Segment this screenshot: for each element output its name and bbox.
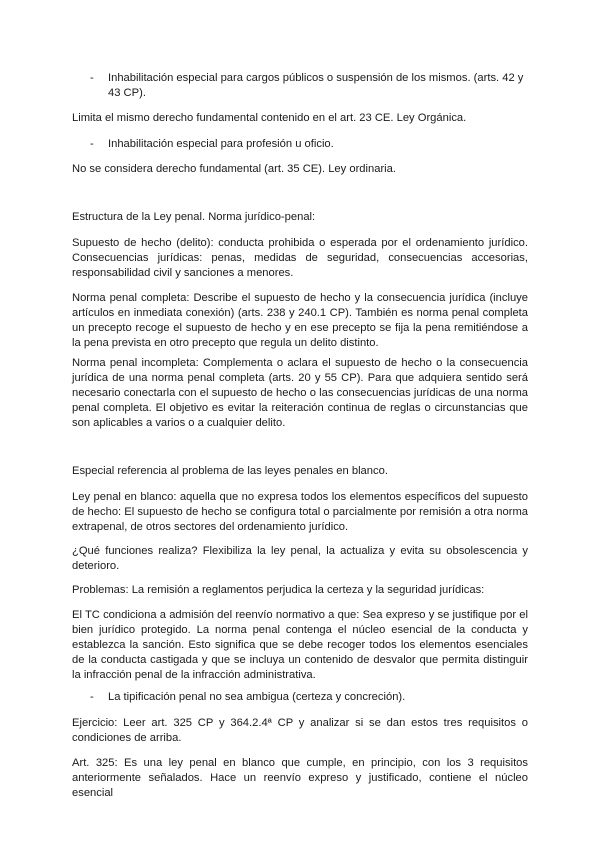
paragraph: No se considera derecho fundamental (art. 35 CE). Ley ordinaria. <box>72 163 396 175</box>
section-heading: Especial referencia al problema de las leyes penales en blanco. <box>72 465 388 477</box>
bullet-item <box>90 690 528 705</box>
section-heading: Estructura de la Ley penal. Norma jurídico-penal: <box>72 211 316 223</box>
paragraph: Norma penal incompleta: Complementa o aclara el supuesto de hecho o la consecuencia jurídica de una norma penal completa (arts. 20 y 55 CP). Para que adquiera sentido será necesario conectarla con el supuesto de hecho o las consecuencias jurídicas de una norma penal completa. El objetivo es evitar la reiteración continua de reglas o circunstancias que son aplicables a varios o a cualquier delito. <box>72 357 528 429</box>
paragraph: Ejercicio: Leer art. 325 CP y 364.2.4ª CP y analizar si se dan estos tres requisitos o condiciones de arriba. <box>72 717 528 744</box>
bullet-text: Inhabilitación especial para profesión u oficio. <box>108 138 334 150</box>
paragraph: Limita el mismo derecho fundamental contenido en el art. 23 CE. Ley Orgánica. <box>72 112 467 124</box>
bullet-item <box>90 137 528 152</box>
bullet-dash: - <box>90 691 94 703</box>
paragraph: Supuesto de hecho (delito): conducta prohibida o esperada por el ordenamiento jurídico. Consecuencias jurídicas: penas, medidas de seguridad, consecuencias accesorias, responsabilidad civil y sanciones a menores. <box>72 237 528 279</box>
bullet-item <box>90 71 528 101</box>
bullet-text: Inhabilitación especial para cargos públicos o suspensión de los mismos. (arts. 42 y 43 CP). <box>108 72 524 99</box>
paragraph: Norma penal completa: Describe el supuesto de hecho y la consecuencia jurídica (incluye artículos en inmediata conexión) (arts. 238 y 240.1 CP). También es norma penal completa un precepto recoge el supuesto de hecho y en ese precepto se fija la pena remitiéndose a la pena prevista en otro precepto que regula un delito distinto. <box>72 292 528 349</box>
paragraph: ¿Qué funciones realiza? Flexibiliza la ley penal, la actualiza y evita su obsolescencia y deterioro. <box>72 545 528 572</box>
bullet-dash: - <box>90 72 94 84</box>
bullet-text: La tipificación penal no sea ambigua (certeza y concreción). <box>108 691 406 703</box>
bullet-dash: - <box>90 138 94 150</box>
paragraph: Art. 325: Es una ley penal en blanco que cumple, en principio, con los 3 requisitos anteriormente señalados. Hace un reenvío expreso y justificado, contiene el núcleo esencial <box>72 757 528 799</box>
paragraph: Ley penal en blanco: aquella que no expresa todos los elementos específicos del supuesto de hecho: El supuesto de hecho se configura total o parcialmente por remisión a otra norma extrapenal, de otros sectores del ordenamiento jurídico. <box>72 491 528 533</box>
paragraph: Problemas: La remisión a reglamentos perjudica la certeza y la seguridad jurídicas: <box>72 584 485 596</box>
paragraph: El TC condiciona a admisión del reenvío normativo a que: Sea expreso y se justifique por el bien jurídico protegido. La norma penal contenga el núcleo esencial de la conducta y establezca la sanción. Esto significa que se debe recoger todos los elementos esenciales de la conducta castigada y que se incluya un contenido de desvalor que permita distinguir la infracción penal de la infracción administrativa. <box>72 609 528 681</box>
